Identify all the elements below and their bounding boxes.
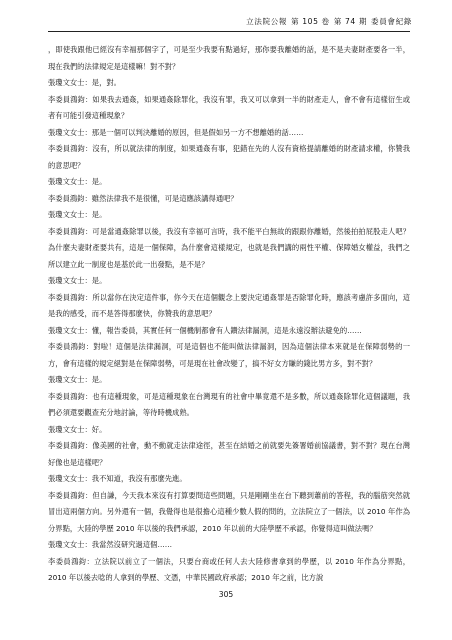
transcript-paragraph <box>48 191 410 208</box>
speech-text: 所以當你在決定這件事，你今天在這個觀念上要決定通姦罪是否除罪化時，應該考慮許多面向，這是我的感受，而不是答得那麼快，你贊我的意思吧？ <box>48 292 411 318</box>
transcript-paragraph <box>48 224 410 274</box>
speech-text: 我不知道，我沒有那麼先進。 <box>91 474 187 483</box>
speaker-label: 李委員鴻鈞： <box>48 193 92 203</box>
speech-text: 但自謙，今天我本來沒有打算要問這些問題，只是剛剛坐在台下聽到蕭前的答程，我的腦筋突然就冒出這兩個方向。另外還有一個，我覺得也是很擔心這種少數人假的問的，立法院立了一個法，以 2010 年作為分界點，大陸的學歷 2010 年以後的我們承認，2010 年以前的大陸學歷不承認，你覺得這叫做法嗎？ <box>48 490 411 533</box>
speech-text: 對啦！這個是法律漏洞，可是這個也不能叫做法律漏洞，因為這個法律本來就是在保障弱勢的一方，會有這樣的規定絕對是在保障弱勢，可是現在社會改變了，搞不好女方賺的錢比男方多，對不對？ <box>48 342 410 368</box>
transcript-paragraph <box>48 537 410 554</box>
speech-text: 是。 <box>91 375 107 384</box>
speaker-label: 張瓊文女士： <box>48 474 92 483</box>
speaker-label: 張瓊文女士： <box>48 177 92 186</box>
transcript-paragraph <box>48 339 410 372</box>
speaker-label: 李委員鴻鈞： <box>48 556 95 566</box>
transcript-paragraph <box>48 273 410 290</box>
speaker-label: 張瓊文女士： <box>48 325 92 335</box>
speech-text: 也有這種現象，可是這種現象在台灣現有的社會中畢竟還不是多數，所以通姦除罪化這個議題，我們必須還要觀查充分地討論，等待時機成熟。 <box>48 391 411 417</box>
volume-label: 第 105 卷 <box>291 17 330 26</box>
speaker-label: 張瓊文女士： <box>48 540 92 549</box>
speech-text: 那是一個可以判決離婚的原因，但是假如另一方不想離婚的話…… <box>91 127 304 137</box>
speech-text: 立法院以前立了一個法，只要台商或任何人去大陸修書拿到的學歷，以 2010 年作為分界點，2010 年以後去唸的人拿到的學歷、文憑，中華民國政府承認；2010 年之前，比方說 <box>48 556 410 582</box>
transcript-paragraph <box>48 207 410 224</box>
section-label: 委員會紀錄 <box>371 17 412 26</box>
speaker-label: 張瓊文女士： <box>48 375 92 384</box>
page-header <box>246 16 412 27</box>
speaker-label: 李委員鴻鈞： <box>48 94 93 104</box>
speaker-label: 李委員鴻鈞： <box>48 292 93 302</box>
transcript-paragraph <box>48 174 410 191</box>
transcript-paragraph <box>48 438 410 471</box>
transcript-paragraph <box>48 488 410 538</box>
speech-text: 如果我去通姦，如果通姦除罪化，我沒有罪，我又可以拿到一半的財產走人，會不會有這樣衍生或者有可能引發這種現象？ <box>48 94 411 120</box>
transcript-paragraph <box>48 42 410 75</box>
speaker-label: 李委員鴻鈞： <box>48 391 93 401</box>
transcript-paragraph <box>48 554 410 587</box>
transcript-paragraph <box>48 422 410 439</box>
speaker-label: 李委員鴻鈞： <box>48 441 93 450</box>
speech-text: 懂，報告委員，其實任何一個機制都會有人鑽法律漏洞，這是永遠沒辦法避免的…… <box>91 325 362 335</box>
speech-text: 是。 <box>91 210 107 219</box>
page-number: 305 <box>218 590 234 599</box>
transcript-paragraph <box>48 471 410 488</box>
speaker-label: 李委員鴻鈞： <box>48 144 93 153</box>
header-rule <box>48 31 410 32</box>
speaker-label: 李委員鴻鈞： <box>48 342 94 351</box>
transcript-body <box>48 42 410 587</box>
speech-text: 沒有，所以就法律的制度，如果通姦有事，犯錯在先的人沒有資格提請離婚的財產請求權，你贊我的意思吧？ <box>48 144 411 170</box>
publication-name: 立法院公報 <box>246 17 288 26</box>
transcript-paragraph <box>48 141 410 174</box>
speech-text: 可是當通姦除罪以後，我沒有幸福可言時，我不能平白無故的跟跟你離婚，然後拍拍屁股走人吧？為什麼夫妻財產要共有，這是一個保障，為什麼會這樣規定，也就是我們講的兩性平權、保障婚女權益，我們之所以建立此一制度也是基於此一出發點，是不是？ <box>48 226 411 269</box>
speaker-label: 張瓊文女士： <box>48 78 92 87</box>
speaker-label: 張瓊文女士： <box>48 424 92 434</box>
speaker-label: 張瓊文女士： <box>48 210 92 219</box>
speech-text: 是。 <box>91 276 107 285</box>
transcript-paragraph <box>48 323 410 340</box>
speaker-label: 李委員鴻鈞： <box>48 226 93 236</box>
speech-text: ，即使我跟他已經沒有幸福那個字了，可是至少我要有點過好，那你要我離婚的話，是不是夫妻財產要各一半，現在我們的法律規定是這樣嘛！對不對？ <box>48 45 410 71</box>
issue-label: 第 74 期 <box>333 17 368 26</box>
speech-text: 像美國的社會，動不動就走法律途徑，甚至在結婚之前就要先簽署婚前協議書，對不對？現在台灣好像也是這樣吧？ <box>48 441 411 467</box>
speaker-label: 張瓊文女士： <box>48 127 92 137</box>
speech-text: 是，對。 <box>91 78 121 87</box>
speaker-label: 李委員鴻鈞： <box>48 490 93 500</box>
speaker-label: 張瓊文女士： <box>48 276 92 285</box>
transcript-paragraph <box>48 125 410 142</box>
speech-text: 我當然沒研究過這個…… <box>91 540 173 549</box>
transcript-paragraph <box>48 290 410 323</box>
transcript-paragraph <box>48 389 410 422</box>
speech-text: 好。 <box>91 424 107 434</box>
speech-text: 雖然法律我不是很懂，可是這應該講得通吧？ <box>91 193 238 203</box>
speech-text: 是。 <box>91 177 107 186</box>
transcript-paragraph <box>48 372 410 389</box>
transcript-paragraph <box>48 75 410 92</box>
transcript-paragraph <box>48 92 410 125</box>
